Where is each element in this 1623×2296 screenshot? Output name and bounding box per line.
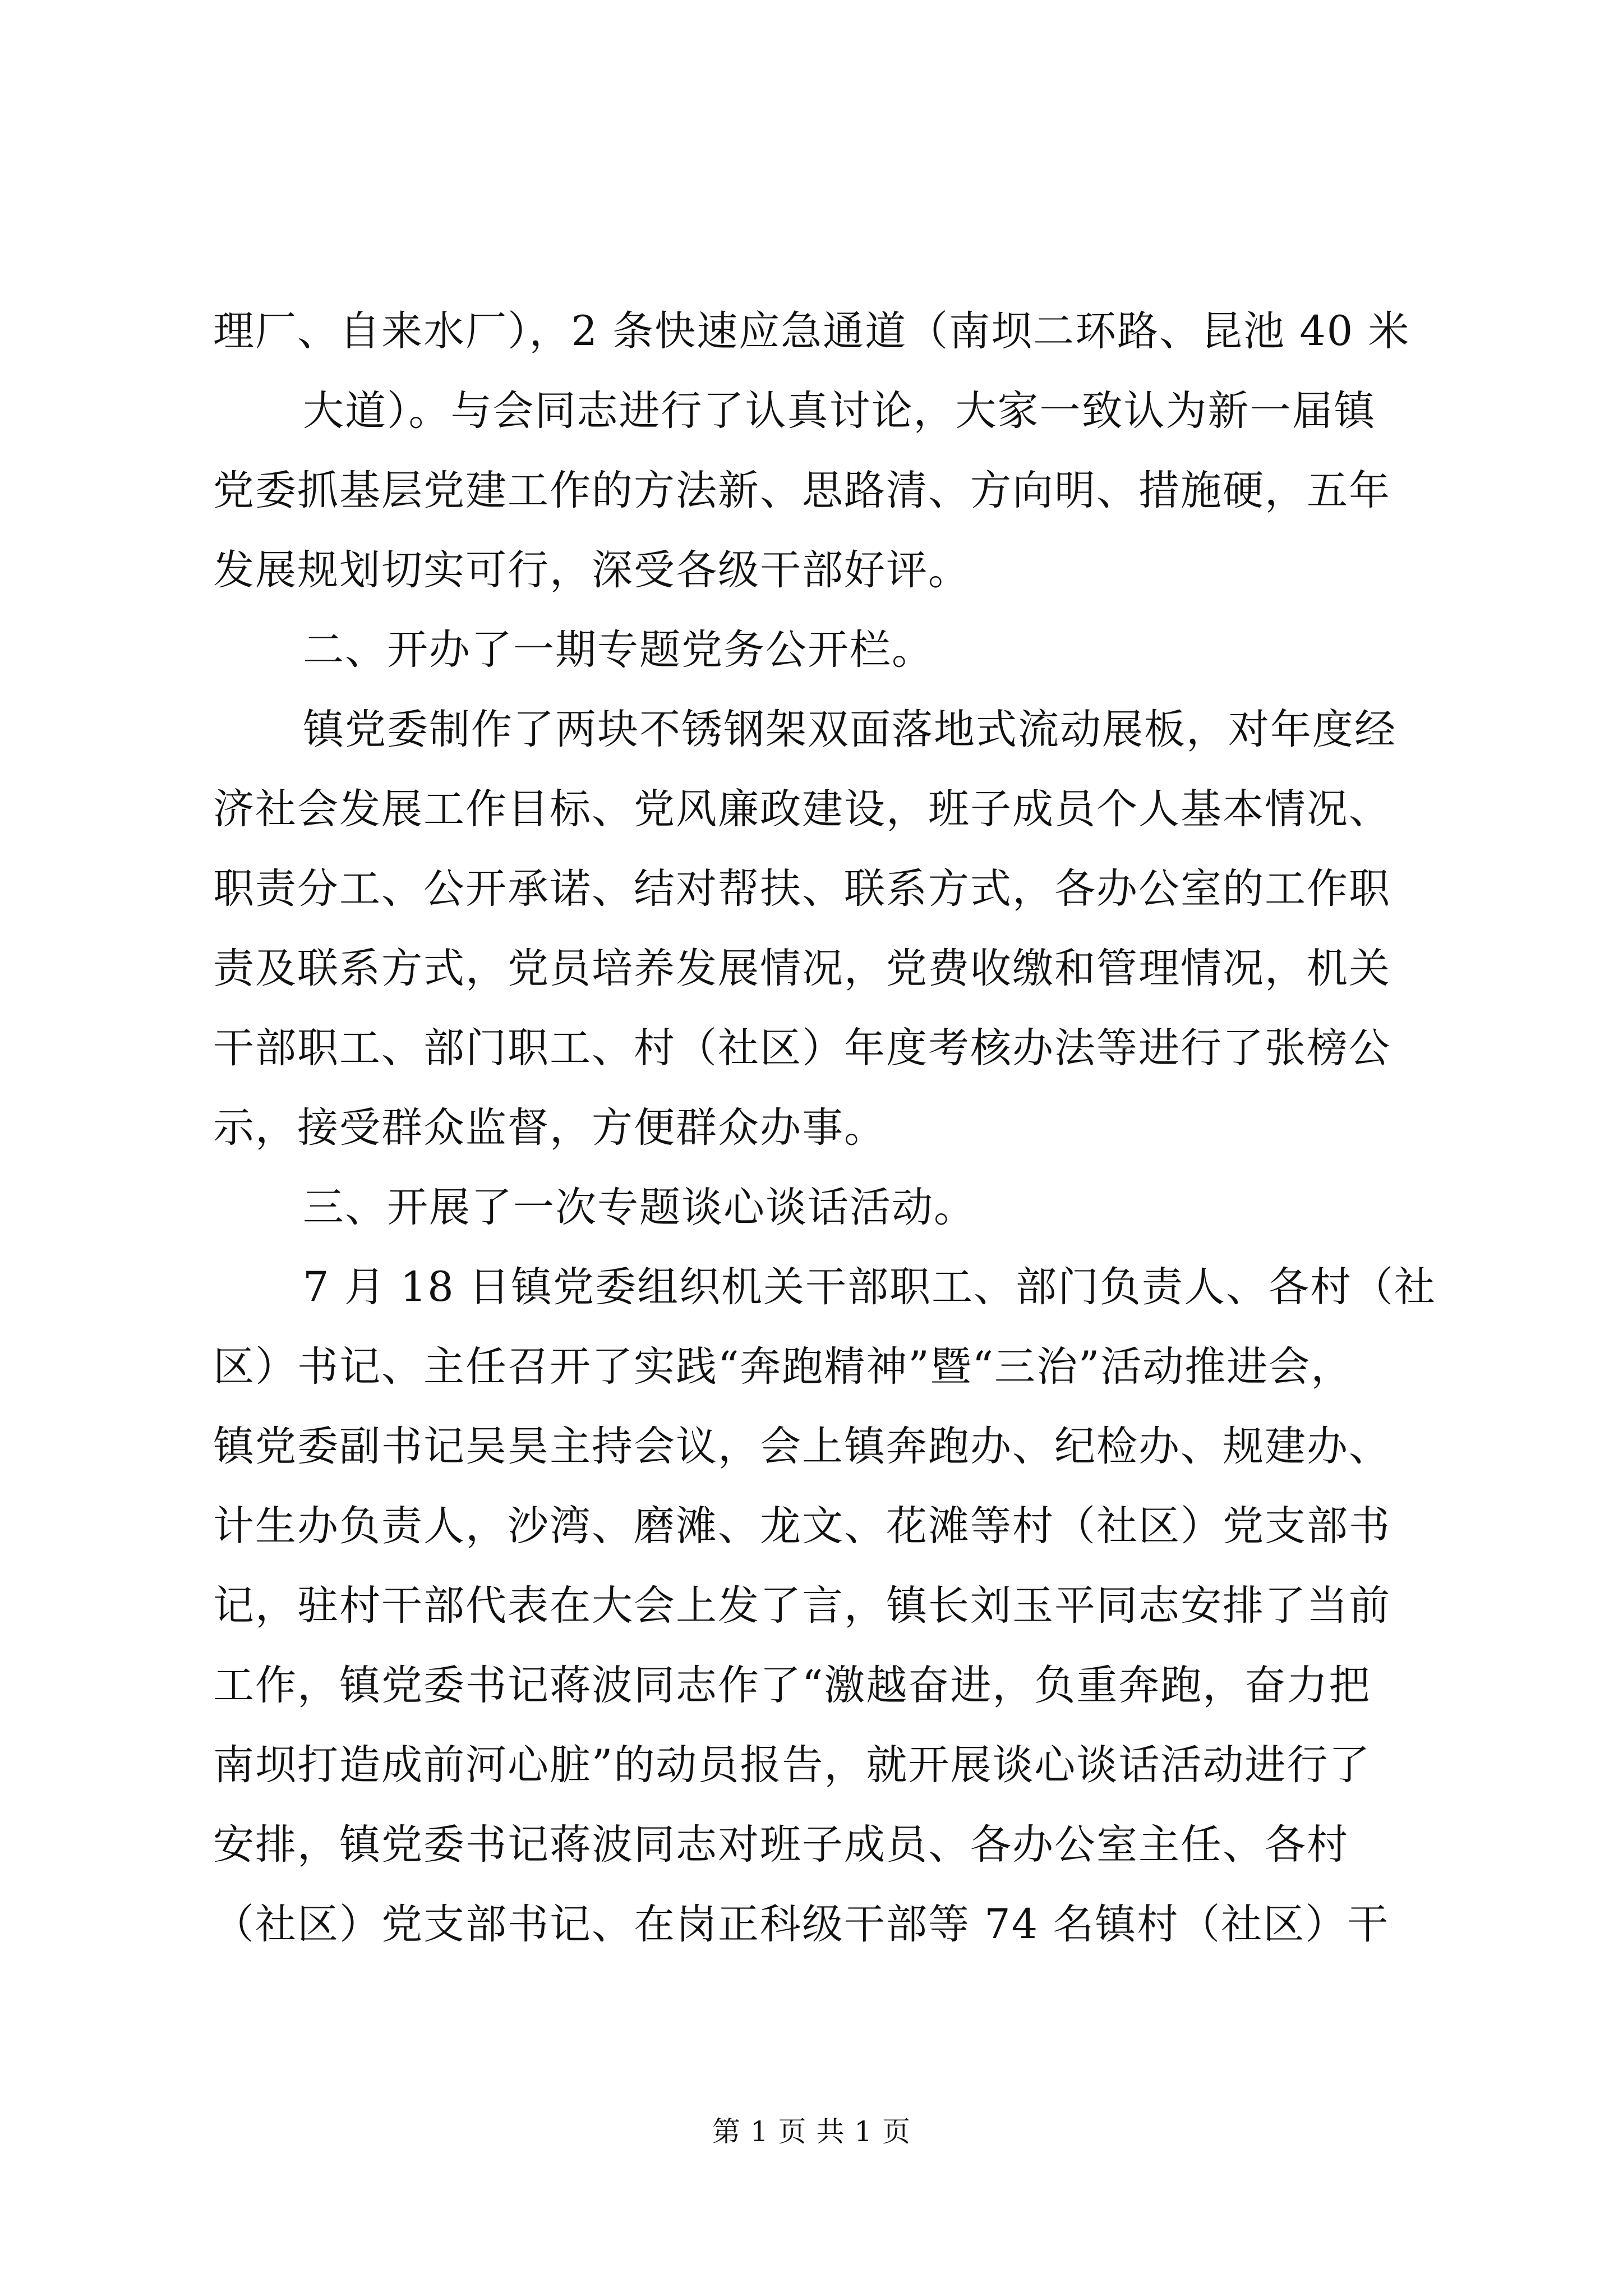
body-line: 党委抓基层党建工作的方法新、思路清、方向明、措施硬，五年 xyxy=(213,467,1391,514)
page-footer: 第 1 页 共 1 页 xyxy=(712,2115,911,2148)
body-line: 区）书记、主任召开了实践“奔跑精神”暨“三治”活动推进会， xyxy=(213,1343,1353,1391)
body-line: 职责分工、公开承诺、结对帮扶、联系方式，各办公室的工作职 xyxy=(213,865,1391,913)
section-heading: 二、开办了一期专题党务公开栏。 xyxy=(303,626,934,674)
body-line: 大道）。与会同志进行了认真讨论，大家一致认为新一届镇 xyxy=(303,387,1376,435)
body-line: 理厂、自来水厂），2 条快速应急通道（南坝二环路、昆池 40 米 xyxy=(213,307,1410,355)
body-line: 工作，镇党委书记蒋波同志作了“激越奋进，负重奔跑，奋力把 xyxy=(213,1662,1371,1709)
body-line: （社区）党支部书记、在岗正科级干部等 74 名镇村（社区）干 xyxy=(213,1901,1390,1948)
body-line: 镇党委副书记吴昊主持会议，会上镇奔跑办、纪检办、规建办、 xyxy=(213,1423,1391,1470)
body-line: 济社会发展工作目标、党风廉政建设，班子成员个人基本情况、 xyxy=(213,785,1391,833)
body-line: 镇党委制作了两块不锈钢架双面落地式流动展板，对年度经 xyxy=(303,706,1396,753)
body-line: 示，接受群众监督，方便群众办事。 xyxy=(213,1104,886,1152)
body-line: 计生办负责人，沙湾、磨滩、龙文、花滩等村（社区）党支部书 xyxy=(213,1502,1391,1550)
body-line: 安排，镇党委书记蒋波同志对班子成员、各办公室主任、各村 xyxy=(213,1821,1349,1869)
body-line: 责及联系方式，党员培养发展情况，党费收缴和管理情况，机关 xyxy=(213,945,1391,992)
section-heading: 三、开展了一次专题谈心谈话活动。 xyxy=(303,1184,976,1231)
body-line: 南坝打造成前河心脏”的动员报告，就开展谈心谈话活动进行了 xyxy=(213,1741,1371,1789)
body-line: 7 月 18 日镇党委组织机关干部职工、部门负责人、各村（社 xyxy=(303,1263,1436,1311)
body-line: 记，驻村干部代表在大会上发了言，镇长刘玉平同志安排了当前 xyxy=(213,1582,1391,1630)
body-line: 干部职工、部门职工、村（社区）年度考核办法等进行了张榜公 xyxy=(213,1024,1391,1072)
body-line: 发展规划切实可行，深受各级干部好评。 xyxy=(213,546,970,594)
